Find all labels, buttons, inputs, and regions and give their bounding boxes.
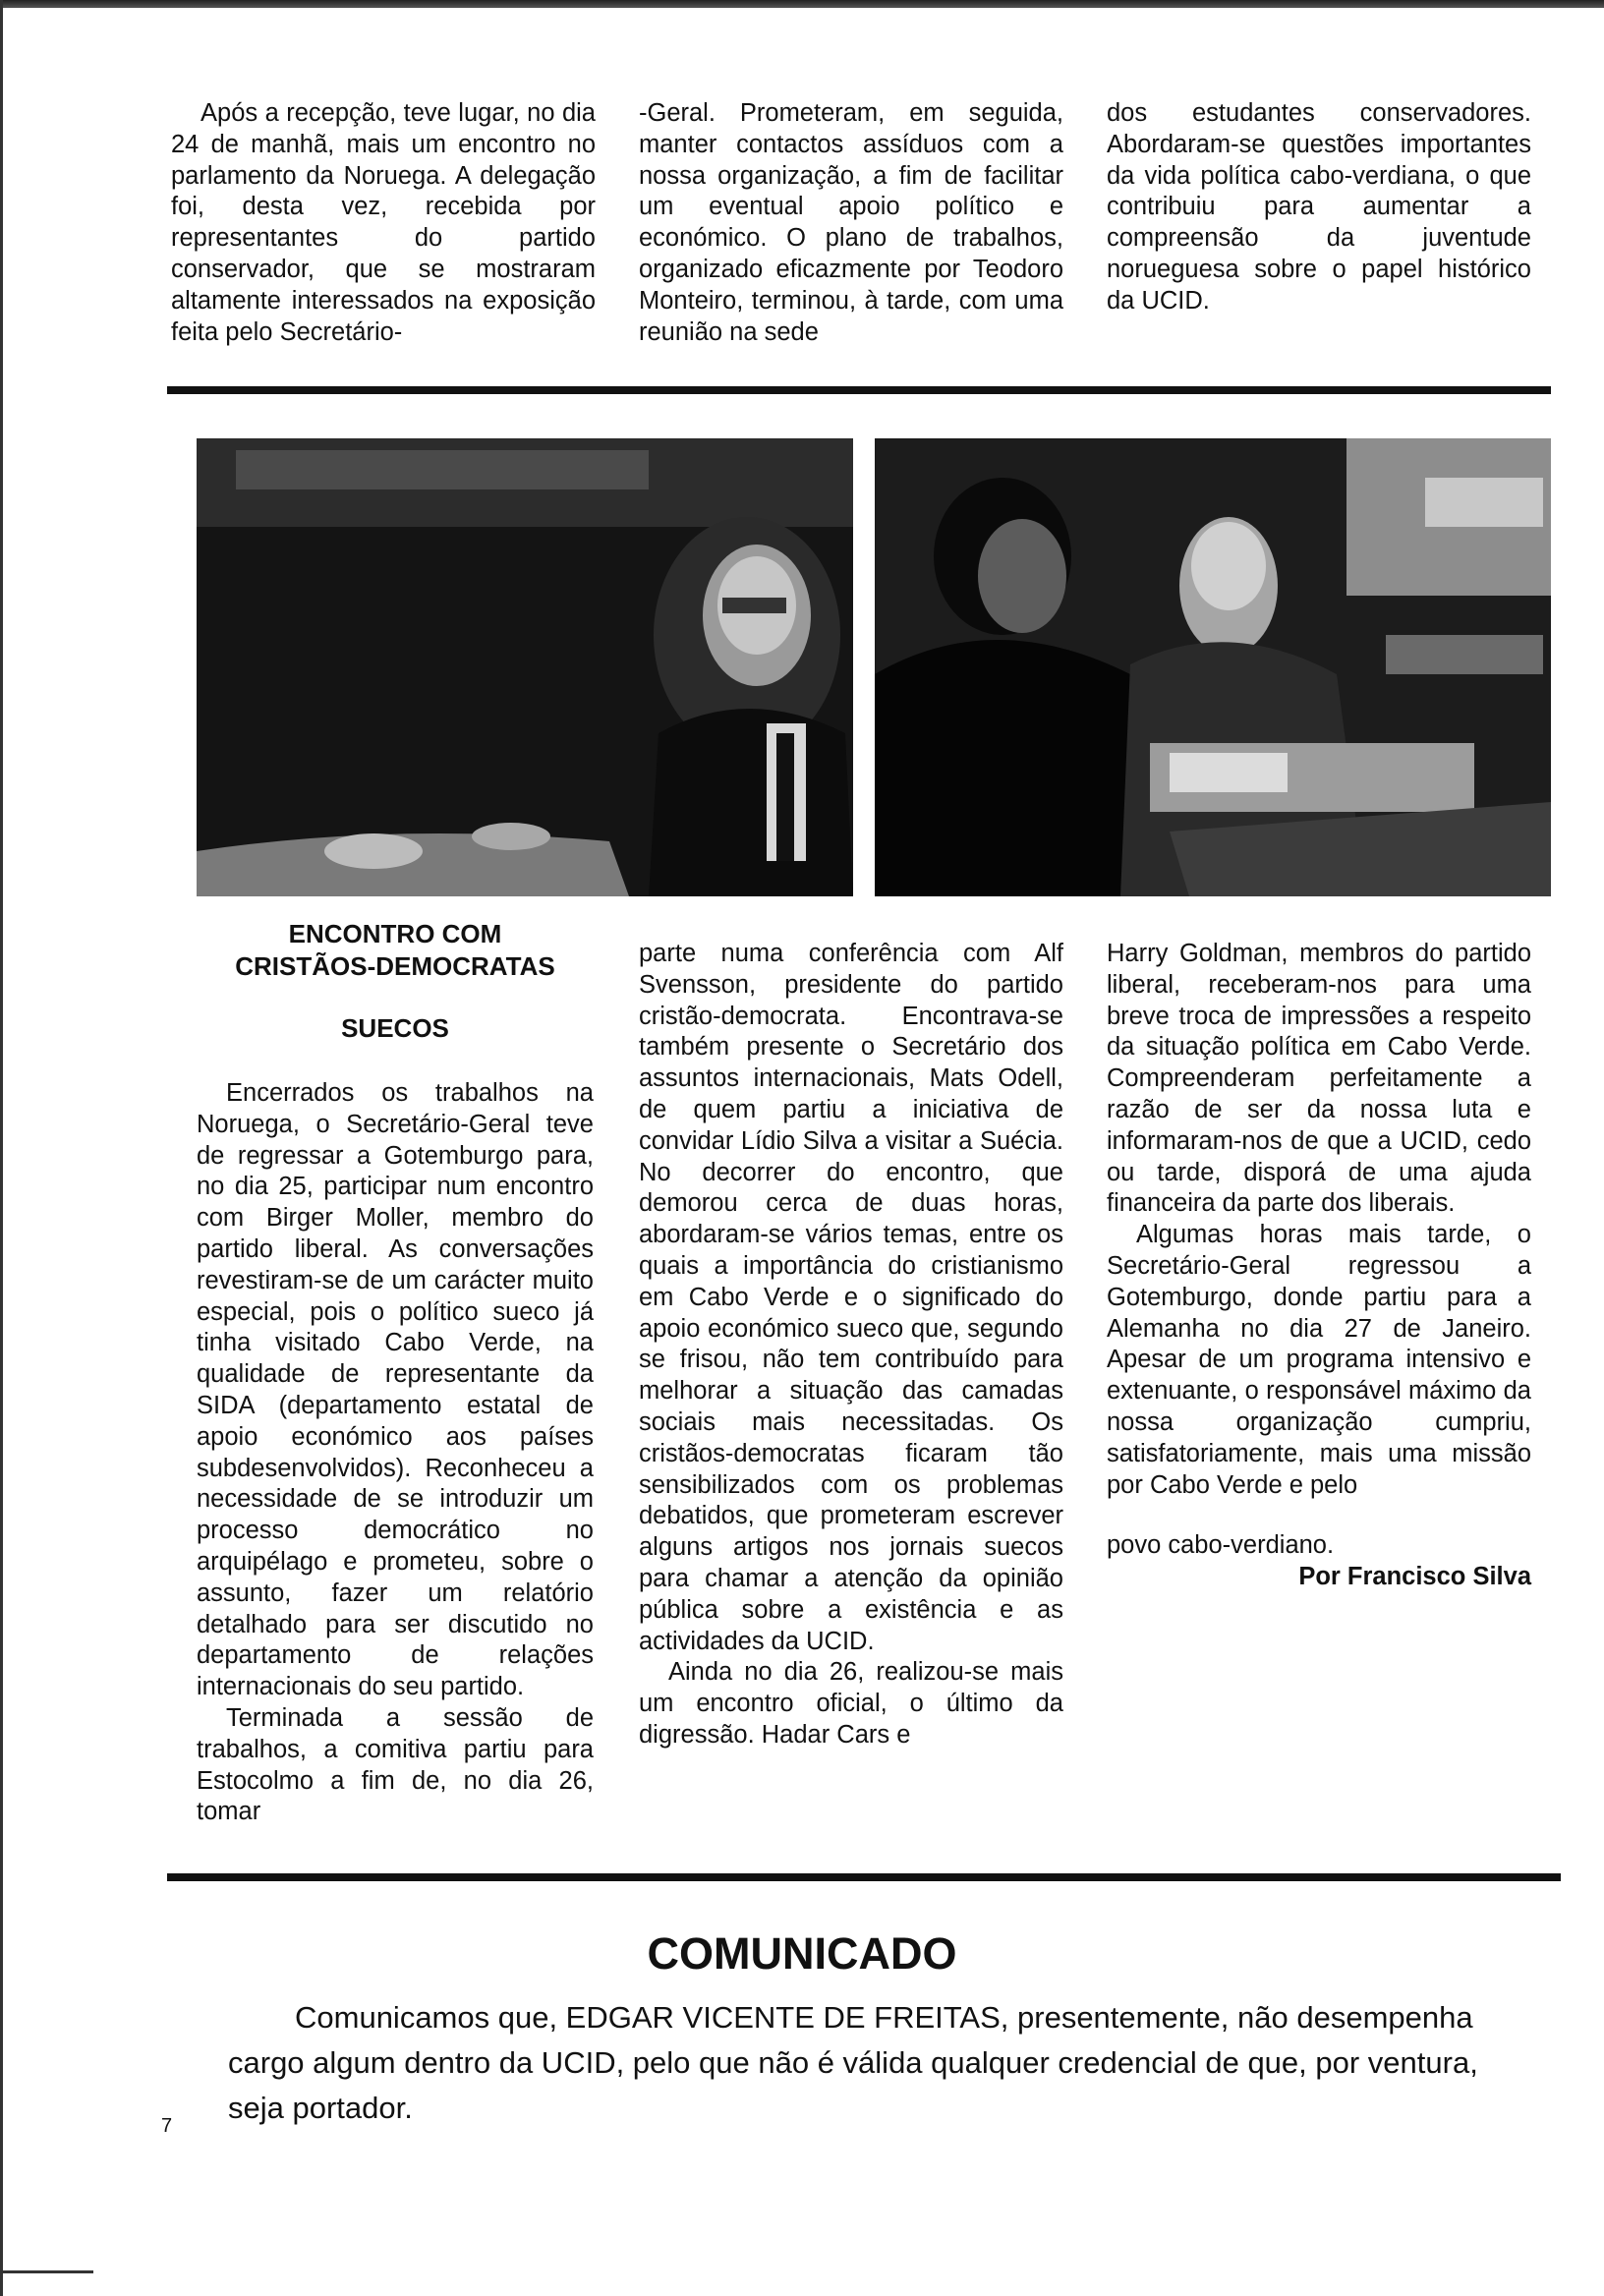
paragraph: Algumas horas mais tarde, o Secretário-Geral regressou a Gotemburgo, donde partiu para a Alemanha no dia 27 de Janeiro. Apesar de um programa intensivo e extenuante, o responsável máximo da nossa organização cumpriu, satisfatoriamente, mais uma missão por Cabo Verde e pelo (1107, 1221, 1531, 1499)
meeting-photo-icon (875, 438, 1551, 896)
top-article-column-3 (1107, 98, 1531, 317)
paragraph: povo cabo-verdiano. (1107, 1531, 1335, 1560)
byline: Por Francisco Silva (1298, 1563, 1531, 1591)
top-article-column-1 (171, 98, 596, 348)
article-subheading: SUECOS (341, 1013, 449, 1043)
paragraph: parte numa conferência com Alf Svensson, presidente do partido cristão-democrata. Encontrava-se também presente o Secretário dos assuntos internacionais, Mats Odell, de quem partiu a iniciativa de convidar Lídio Silva a visitar a Suécia. No decorrer do encontro, que demorou cerca de duas horas, abordaram-se vários temas, entre os quais a importância do cristianismo em Cabo Verde e o significado do apoio económico sueco que, segundo se frisou, não tem contribuído para melhorar a situação das camadas sociais mais necessitadas. Os cristãos-democratas ficaram tão sensibilizados com os problemas debatidos, que prometeram escrever alguns artigos nos jornais suecos para chamar a atenção da opinião pública sobre a existência e as actividades da UCID. (639, 940, 1063, 1655)
paragraph: Após a recepção, teve lugar, no dia 24 de manhã, mais um encontro no parlamento da Noruega. A delegação foi, desta vez, recebida por representantes do partido conservador, que se mostraram altamente interessados na exposição feita pelo Secretário- (171, 99, 596, 346)
section-divider-top (167, 386, 1551, 394)
article-heading-line-1: ENCONTRO COM (288, 919, 502, 948)
paragraph: Encerrados os trabalhos na Noruega, o Secretário-Geral teve de regressar a Gotemburgo para, no dia 25, participar num encontro com Birger Moller, membro do partido liberal. As conversações revestiram-se de um carácter muito especial, pois o político sueco já tinha visitado Cabo Verde, na qualidade de representante da SIDA (departamento estatal de apoio económico aos países subdesenvolvidos). Reconheceu a necessidade de se introduzir um processo democrático no arquipélago e prometeu, sobre o assunto, fazer um relatório detalhado para ser discutido no departamento de relações internacionais do seu partido. (197, 1079, 594, 1701)
paragraph: dos estudantes conservadores. Abordaram-se questões importantes da vida política cabo-verdiana, o que contribuiu para aumentar a compreensão da juventude norueguesa sobre o papel histórico da UCID. (1107, 99, 1531, 315)
article-column-3 (1107, 939, 1531, 1593)
article-heading-line-2: CRISTÃOS-DEMOCRATAS (235, 951, 555, 981)
article-column-2 (639, 939, 1063, 1751)
page-number: 7 (161, 2115, 173, 2137)
photo-left (197, 438, 853, 896)
meeting-photo-icon (197, 438, 853, 896)
article-column-1 (197, 918, 594, 1828)
comunicado-title: COMUNICADO (647, 1928, 957, 1979)
photo-right (875, 438, 1551, 896)
paragraph: Ainda no dia 26, realizou-se mais um encontro oficial, o último da digressão. Hadar Cars e (639, 1658, 1063, 1749)
section-divider-bottom (167, 1873, 1561, 1881)
top-article-column-2 (639, 98, 1063, 348)
page-bottom-edge (0, 2270, 93, 2273)
paragraph: Harry Goldman, membros do partido liberal, receberam-nos para uma breve troca de impressões a respeito da situação política em Cabo Verde. Compreenderam perfeitamente a razão de ser da nossa luta e informaram-nos de que a UCID, cedo ou tarde, disporá de uma ajuda financeira da parte dos liberais. (1107, 940, 1531, 1218)
paragraph: -Geral. Prometeram, em seguida, manter contactos assíduos com a nossa organização, a fim de facilitar um eventual apoio político e económico. O plano de trabalhos, organizado eficazmente por Teodoro Monteiro, terminou, à tarde, com uma reunião na sede (639, 99, 1063, 346)
paragraph: Terminada a sessão de trabalhos, a comitiva partiu para Estocolmo a fim de, no dia 26, tomar (197, 1703, 594, 1826)
comunicado-body: Comunicamos que, EDGAR VICENTE DE FREITAS, presentemente, não desempenha cargo algum dentro da UCID, pelo que não é válida qualquer credencial de que, por ventura, seja portador. (228, 2000, 1478, 2125)
page-top-edge (0, 0, 1604, 8)
